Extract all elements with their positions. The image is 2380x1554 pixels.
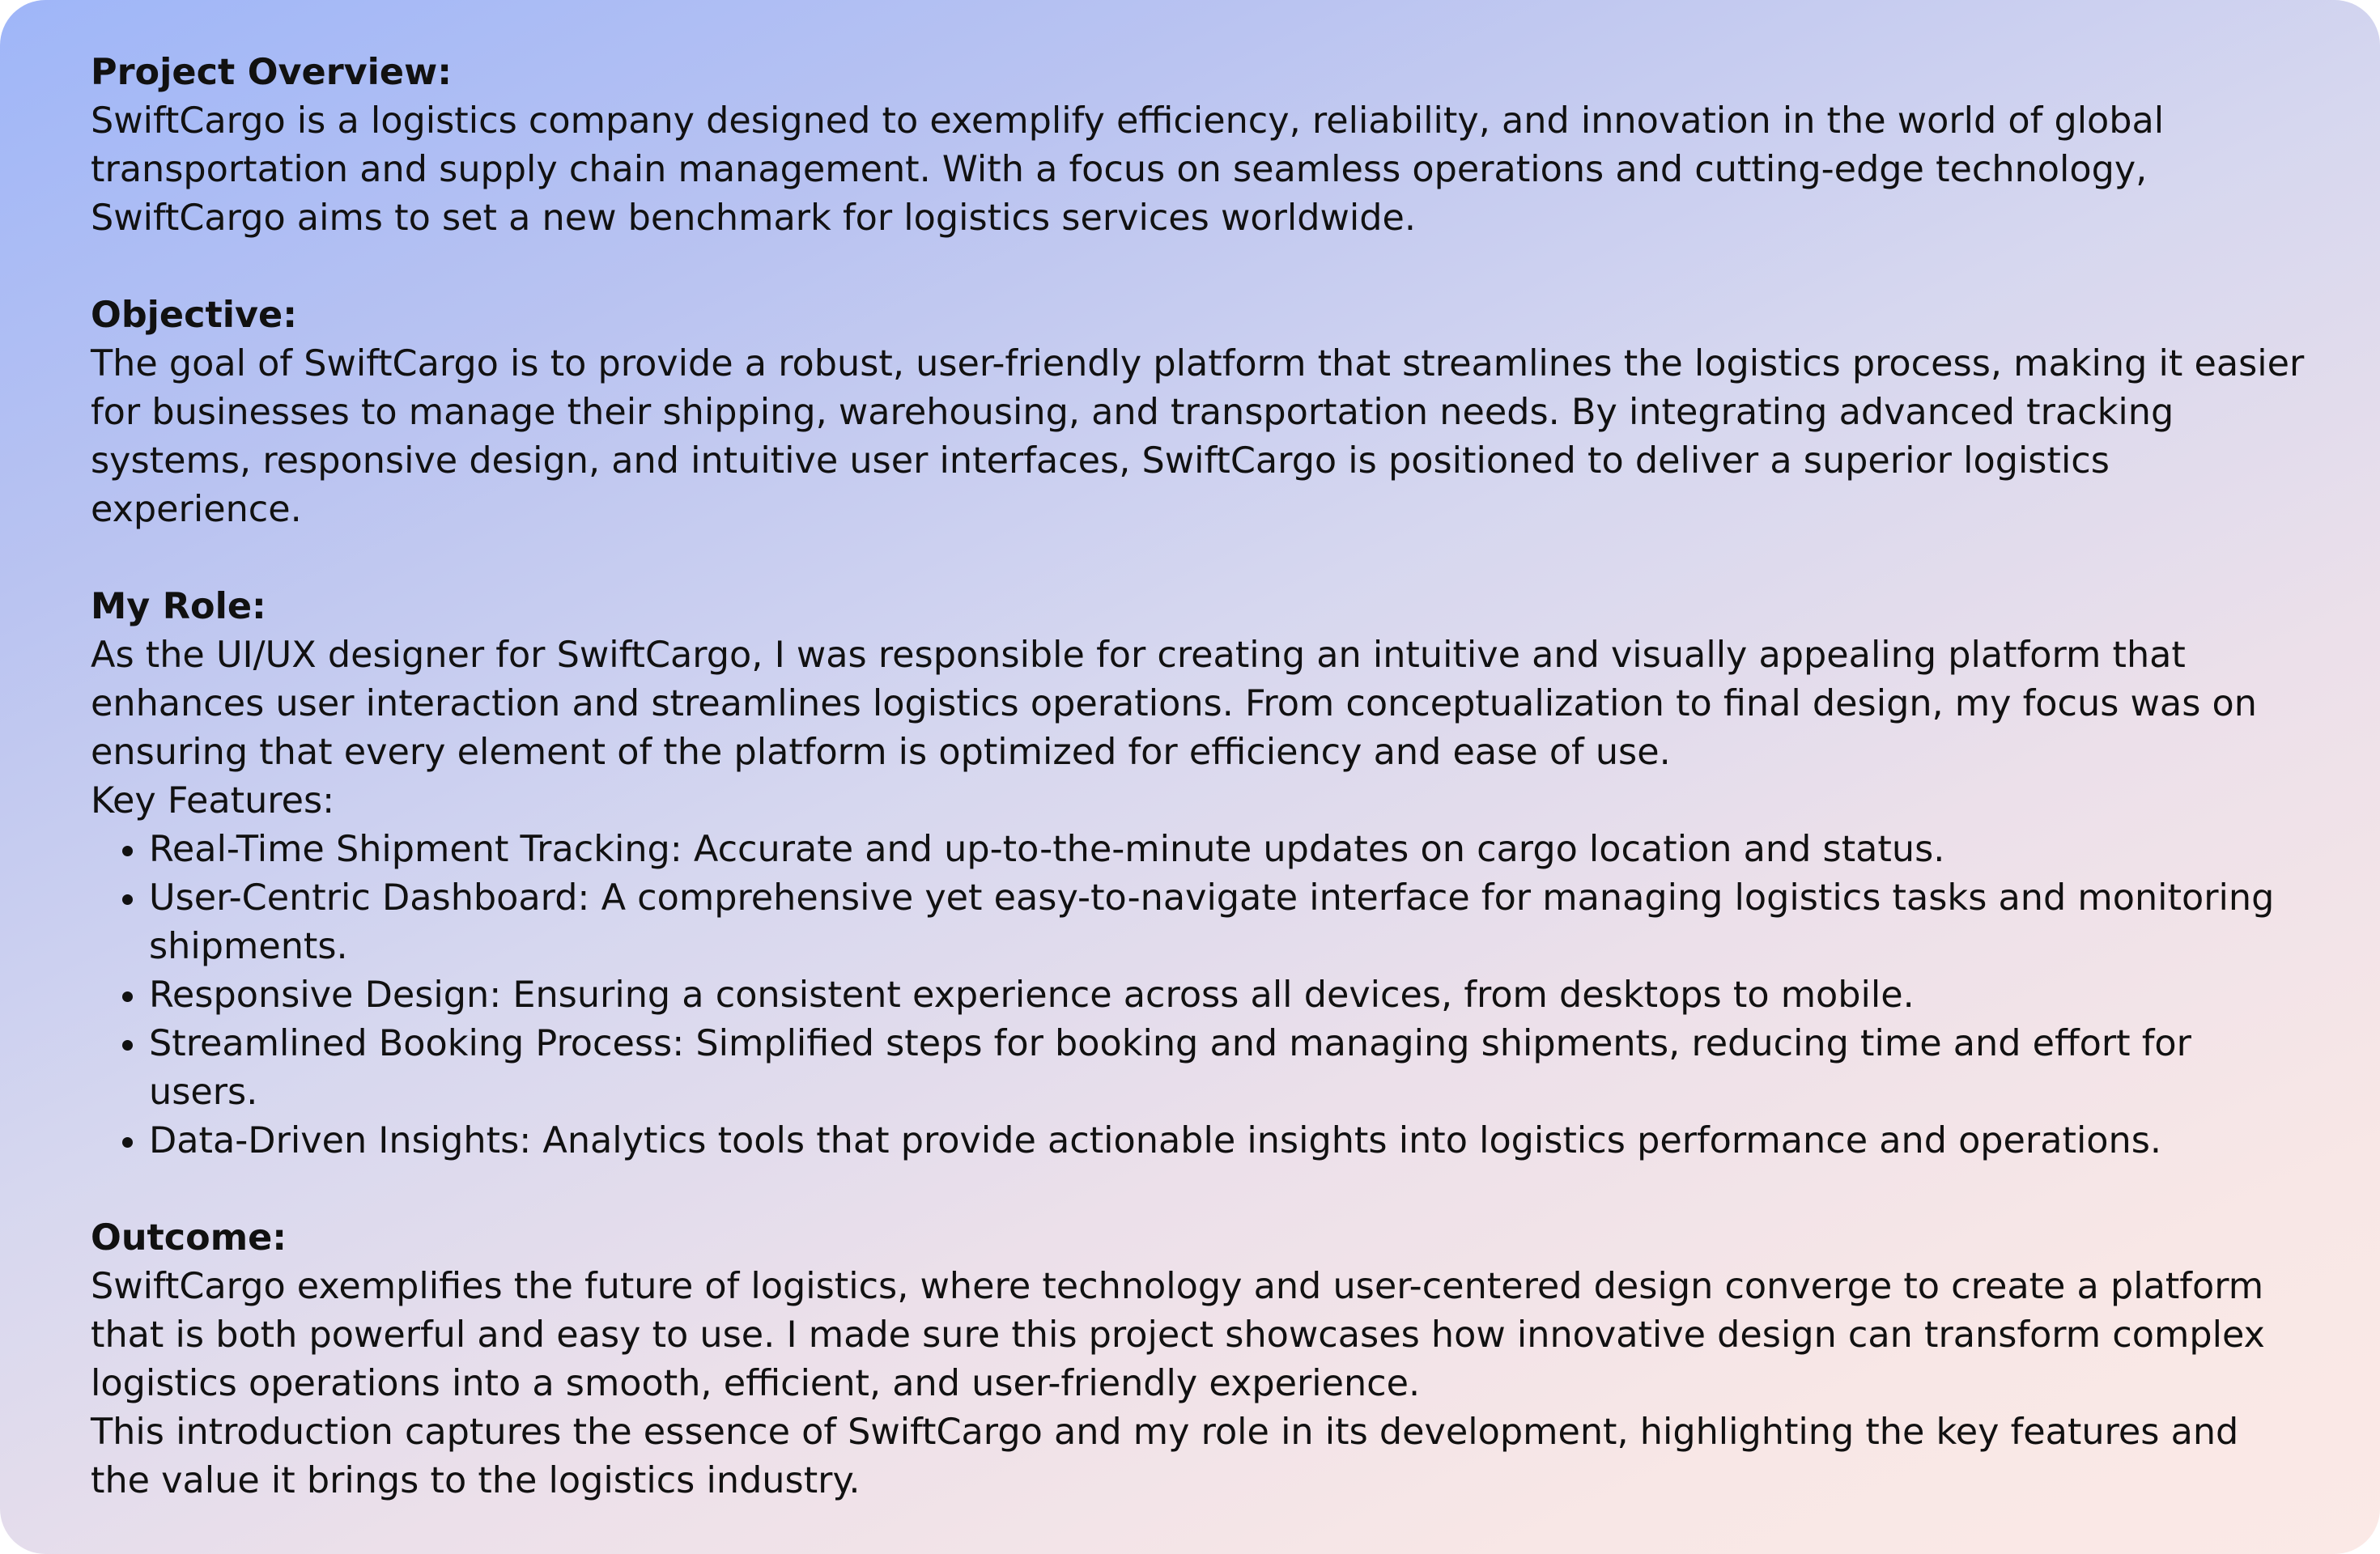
overview-section bbox=[91, 49, 2309, 243]
role-section bbox=[91, 583, 2309, 1166]
outcome-heading: Outcome: bbox=[91, 1217, 287, 1259]
text-content bbox=[91, 49, 2309, 1505]
feature-item: • Responsive Design: Ensuring a consistent experience across all devices, from desktops to mobile. bbox=[149, 971, 2309, 1020]
objective-text: The goal of SwiftCargo is to provide a robust, user-friendly platform that streamlines the logistics process, making it easier for businesses to manage their shipping, warehousing, and transportation needs. By integrating advanced tracking systems, responsive design, and intuitive user interfaces, SwiftCargo is positioned to deliver a superior logistics experience. bbox=[91, 343, 2305, 530]
features-label: Key Features: bbox=[91, 780, 335, 822]
feature-item: • Real-Time Shipment Tracking: Accurate and up-to-the-minute updates on cargo location and status. bbox=[149, 826, 2309, 874]
overview-heading: Project Overview: bbox=[91, 52, 453, 93]
objective-heading: Objective: bbox=[91, 295, 298, 336]
role-heading: My Role: bbox=[91, 586, 266, 627]
feature-item: • User-Centric Dashboard: A comprehensive yet easy-to-navigate interface for managing logistics tasks and monitoring shipments. bbox=[149, 874, 2309, 971]
overview-text: SwiftCargo is a logistics company designed to exemplify efficiency, reliability, and innovation in the world of global transportation and supply chain management. With a focus on seamless operations and cutting-edge technology, SwiftCargo aims to set a new benchmark for logistics services worldwide. bbox=[91, 100, 2165, 239]
objective-section bbox=[91, 291, 2309, 534]
outcome-section bbox=[91, 1214, 2309, 1505]
feature-item: • Data-Driven Insights: Analytics tools that provide actionable insights into logistics performance and operations. bbox=[149, 1117, 2309, 1166]
role-text: As the UI/UX designer for SwiftCargo, I was responsible for creating an intuitive and visually appealing platform that enhances user interaction and streamlines logistics operations. From conceptualization to final design, my focus was on ensuring that every element of the platform is optimized for efficiency and ease of use. bbox=[91, 635, 2257, 773]
section-spacer bbox=[91, 1166, 2309, 1214]
outcome-text: SwiftCargo exemplifies the future of logistics, where technology and user-centered design converge to create a platform that is both powerful and easy to use. I made sure this project showcases how innovative design can transform complex logistics operations into a smooth, efficient, and user-friendly experience. bbox=[91, 1266, 2265, 1404]
closing-text: This introduction captures the essence of SwiftCargo and my role in its development, highlighting the key features and the value it brings to the logistics industry. bbox=[91, 1412, 2239, 1501]
features-list bbox=[91, 826, 2309, 1166]
section-spacer bbox=[91, 243, 2309, 291]
section-spacer bbox=[91, 534, 2309, 583]
feature-item: • Streamlined Booking Process: Simplified steps for booking and managing shipments, reducing time and effort for users. bbox=[149, 1020, 2309, 1117]
